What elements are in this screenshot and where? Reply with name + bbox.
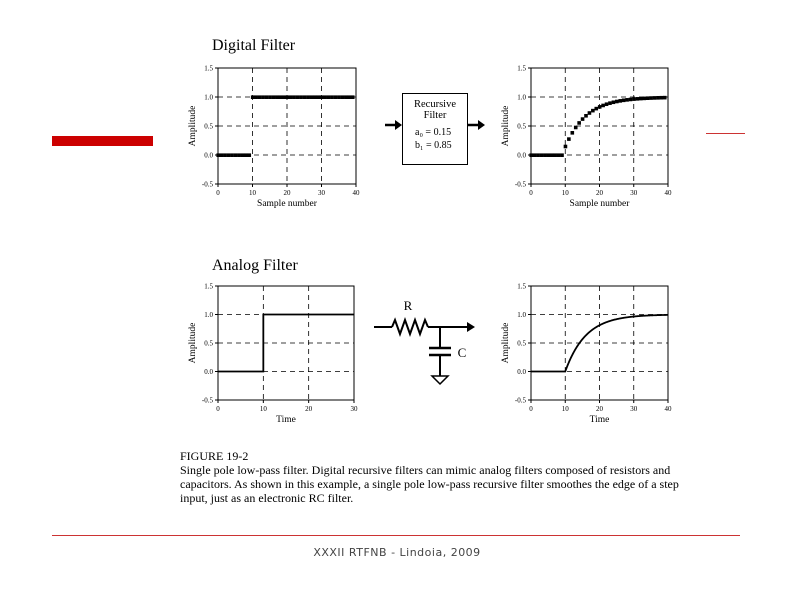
data-point <box>529 153 533 157</box>
data-point <box>334 95 338 99</box>
data-point <box>348 95 352 99</box>
data-point <box>292 95 296 99</box>
y-tick-label: 1.0 <box>517 311 526 319</box>
x-tick-label: 40 <box>664 189 672 197</box>
data-point <box>656 96 660 100</box>
y-tick-label: 0.5 <box>517 339 526 348</box>
data-point <box>258 95 262 99</box>
x-axis-label: Sample number <box>257 199 317 209</box>
x-axis-label: Sample number <box>569 199 630 209</box>
slide-footer: XXXII RTFNB - Lindoia, 2009 <box>313 546 481 559</box>
data-point <box>323 95 327 99</box>
data-point <box>279 95 283 99</box>
data-point <box>550 153 554 157</box>
y-tick-label: 0.0 <box>517 368 526 376</box>
data-point <box>560 153 564 157</box>
x-tick-label: 20 <box>283 189 291 197</box>
x-tick-label: 30 <box>630 405 638 413</box>
y-tick-label: 0.5 <box>204 339 213 348</box>
footer-rule <box>52 535 740 536</box>
y-tick-label: -0.5 <box>201 396 213 405</box>
data-point <box>625 98 629 102</box>
data-point <box>337 95 341 99</box>
data-point <box>636 97 640 101</box>
data-point <box>247 153 251 157</box>
data-point <box>344 95 348 99</box>
x-tick-label: 0 <box>529 189 533 197</box>
data-point <box>285 95 289 99</box>
filter-coef-b1: b₁ = 0.85 <box>415 140 452 151</box>
x-tick-label: 10 <box>249 189 256 197</box>
data-point <box>320 95 324 99</box>
digital-filter-title: Digital Filter <box>212 37 296 54</box>
data-point <box>237 153 241 157</box>
slide-accent-line-right <box>705 133 745 134</box>
y-axis-label: Amplitude <box>188 105 198 147</box>
y-tick-label: 1.0 <box>204 311 213 319</box>
data-point <box>289 95 293 99</box>
data-point <box>241 153 245 157</box>
data-point <box>574 126 578 130</box>
data-point <box>605 102 609 106</box>
slide-accent-bar-left <box>52 136 155 146</box>
arrow-out-of-filter-icon <box>467 118 487 132</box>
figure-caption-title: FIGURE 19-2 <box>180 449 249 463</box>
rc-circuit-diagram <box>372 296 482 392</box>
data-point <box>581 117 585 121</box>
data-point <box>663 96 667 100</box>
data-point <box>639 97 643 101</box>
y-axis-label: Amplitude <box>501 105 511 147</box>
y-axis-label: Amplitude <box>188 322 198 364</box>
analog-filter-title: Analog Filter <box>212 257 298 274</box>
chart-digital-output <box>499 62 679 212</box>
x-tick-label: 30 <box>318 189 325 197</box>
x-tick-label: 20 <box>305 405 313 413</box>
capacitor-label: C <box>457 345 467 360</box>
data-point <box>584 114 588 118</box>
x-tick-label: 20 <box>596 189 603 197</box>
data-point <box>598 105 602 109</box>
figure-caption <box>180 449 700 505</box>
y-tick-label: 0.5 <box>517 122 526 131</box>
resistor-label: R <box>403 298 413 313</box>
data-point <box>536 153 540 157</box>
data-point <box>251 95 255 99</box>
x-tick-label: 30 <box>350 405 358 413</box>
y-tick-label: 1.5 <box>517 64 526 73</box>
data-point <box>571 131 575 135</box>
data-point <box>632 97 636 101</box>
y-axis-label: Amplitude <box>501 322 511 364</box>
data-point <box>227 153 231 157</box>
x-axis-label: Time <box>589 415 610 425</box>
data-point <box>268 95 272 99</box>
data-point <box>303 95 307 99</box>
data-point <box>622 99 626 103</box>
data-point <box>618 99 622 103</box>
y-tick-label: 1.0 <box>204 93 213 102</box>
data-point <box>341 95 345 99</box>
y-tick-label: -0.5 <box>514 396 526 405</box>
y-tick-label: -0.5 <box>514 180 526 189</box>
x-tick-label: 10 <box>561 189 569 197</box>
data-point <box>230 153 234 157</box>
data-point <box>642 97 646 101</box>
data-point <box>591 109 595 113</box>
data-point <box>282 95 286 99</box>
chart-analog-input <box>186 280 366 430</box>
data-point <box>244 153 248 157</box>
x-tick-label: 0 <box>529 405 533 413</box>
y-tick-label: 1.5 <box>517 282 526 291</box>
y-tick-label: 0.0 <box>204 151 213 160</box>
data-point <box>533 153 537 157</box>
data-point <box>567 137 571 141</box>
x-tick-label: 40 <box>664 405 672 413</box>
data-point <box>543 153 547 157</box>
data-point <box>327 95 331 99</box>
data-point <box>316 95 320 99</box>
x-tick-label: 10 <box>561 405 569 413</box>
data-point <box>629 98 633 102</box>
data-point <box>234 153 238 157</box>
ground-icon <box>432 376 448 384</box>
y-tick-label: 0.5 <box>204 122 213 131</box>
data-point <box>660 96 664 100</box>
x-tick-label: 30 <box>630 189 638 197</box>
data-point <box>216 153 220 157</box>
x-tick-label: 0 <box>216 405 220 413</box>
data-point <box>306 95 310 99</box>
resistor-icon <box>392 320 428 334</box>
filter-box-line1: Recursive <box>414 99 456 110</box>
data-point <box>615 100 619 104</box>
data-point <box>265 95 269 99</box>
recursive-filter-box <box>402 93 468 165</box>
data-point <box>299 95 303 99</box>
filter-box-line2: Filter <box>423 110 447 121</box>
chart-analog-output <box>499 280 679 430</box>
data-point <box>646 96 650 100</box>
data-point <box>557 153 561 157</box>
data-point <box>220 153 224 157</box>
y-tick-label: 1.5 <box>204 64 213 73</box>
data-point <box>594 107 598 111</box>
data-point <box>223 153 227 157</box>
data-point <box>261 95 265 99</box>
data-point <box>547 153 551 157</box>
y-tick-label: -0.5 <box>201 180 213 189</box>
data-point <box>564 145 568 149</box>
y-tick-label: 0.0 <box>517 151 526 160</box>
y-tick-label: 1.5 <box>204 282 213 291</box>
data-point <box>254 95 258 99</box>
figure-caption-text: Single pole low-pass filter. Digital recursive filters can mimic analog filters composed of resistors and capacitors. As shown in this example, a single pole low-pass recursive filter smoothes the edge of a step input, just as an electronic RC filter. <box>180 463 679 505</box>
y-tick-label: 0.0 <box>204 368 213 376</box>
data-point <box>313 95 317 99</box>
data-point <box>540 153 544 157</box>
data-point <box>601 104 605 108</box>
data-point <box>553 153 557 157</box>
data-point <box>612 100 616 104</box>
data-point <box>649 96 653 100</box>
arrow-into-filter-icon <box>384 118 404 132</box>
data-point <box>577 121 581 125</box>
data-point <box>351 95 355 99</box>
data-point <box>272 95 276 99</box>
chart-digital-input <box>186 62 366 212</box>
x-tick-label: 10 <box>259 405 267 413</box>
data-point <box>296 95 300 99</box>
x-axis-label: Time <box>276 415 296 425</box>
x-tick-label: 40 <box>352 189 360 197</box>
x-tick-label: 20 <box>596 405 603 413</box>
data-point <box>588 111 592 115</box>
data-point <box>330 95 334 99</box>
data-point <box>310 95 314 99</box>
filter-coef-a0: a₀ = 0.15 <box>415 127 452 138</box>
y-tick-label: 1.0 <box>517 93 526 102</box>
data-point <box>275 95 279 99</box>
data-point <box>608 101 612 105</box>
x-tick-label: 0 <box>216 189 220 197</box>
data-point <box>653 96 657 100</box>
